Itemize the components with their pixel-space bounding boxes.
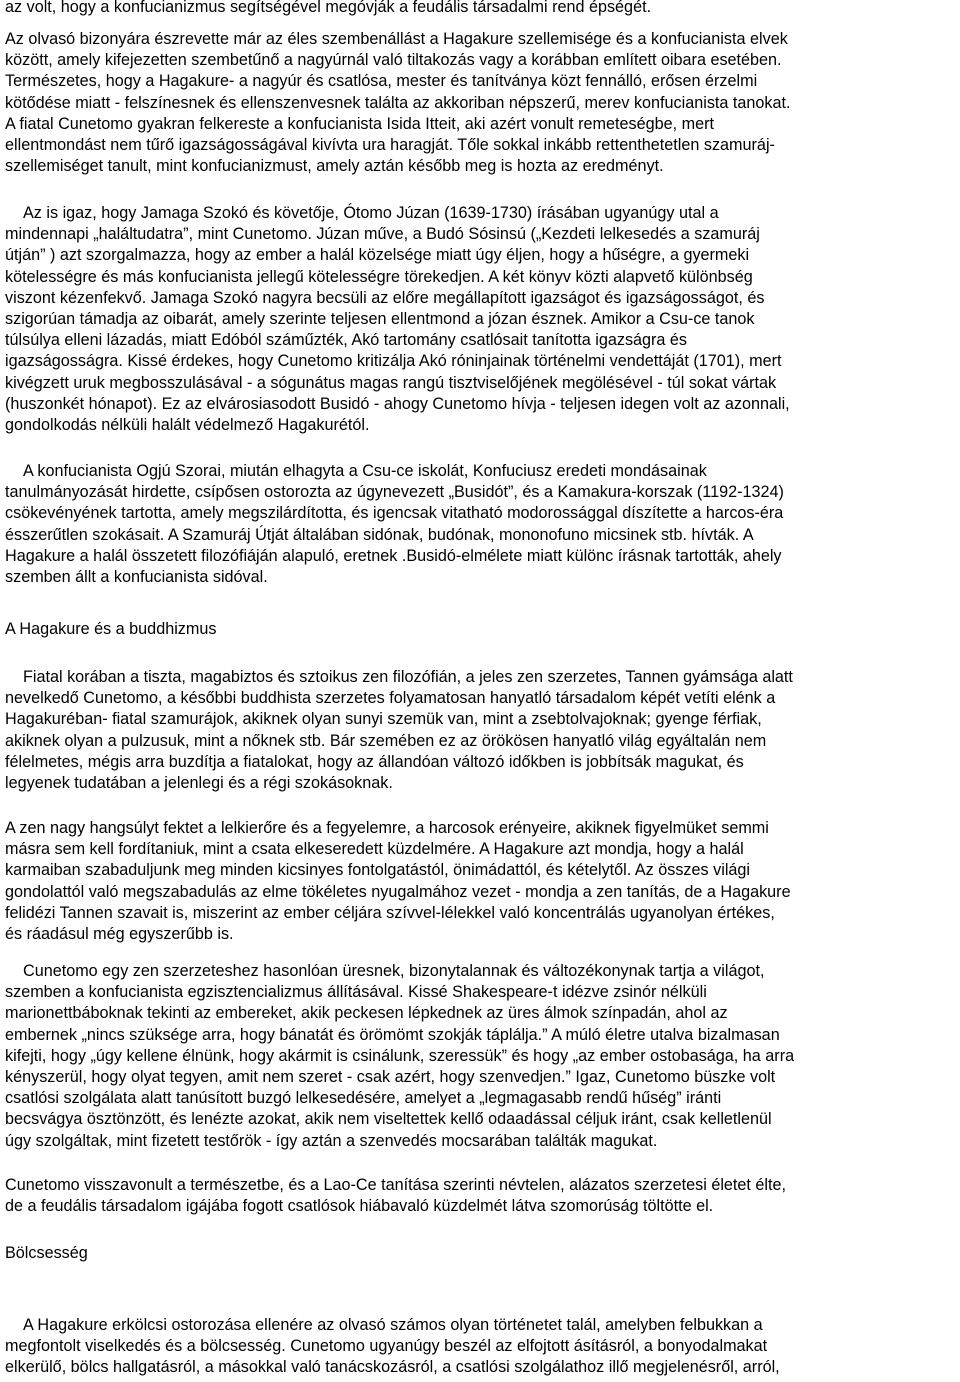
text-line: felidézi Tannen szavait is, miszerint az ember céljára szívvel-lélekkel való koncentrálás ugyanolyan értékes,: [5, 903, 775, 922]
text-line: szemben állt a konfucianista sidóval.: [5, 567, 268, 586]
text-line: túlsúlya elleni lázadás, miatt Edóból száműzték, Akó tartomány csatlósait tanította igazságra és: [5, 331, 688, 350]
paragraph-empty-world: [5, 961, 955, 1152]
paragraph-retreat: [5, 1175, 955, 1217]
text-line: elkerülő, bölcs hallgatásról, a másokkal való tanácskozásról, a csatlósi szolgálathoz illő megjelenésről, arról,: [5, 1358, 780, 1377]
text-line: kifejti, hogy „úgy kellene élnünk, hogy akármit is csinálunk, szeressük” és hogy „az ember ostobasága, ha arra: [5, 1046, 795, 1065]
text-line: szemben a konfucianista egzisztencializmus állításával. Kissé Shakespeare-t idézve zsinór nélküli: [5, 983, 707, 1002]
text-line: A Hagakure erkölcsi ostorozása ellenére az olvasó számos olyan történetet talál, amelyben felbukkan a: [23, 1316, 763, 1334]
text-line: de a feudális társadalom igájába fogott csatlósok hiábavaló küzdelmét látva szomorúság töltötte el.: [5, 1197, 714, 1216]
text-line: A fiatal Cunetomo gyakran felkereste a konfucianista Isida Itteit, aki azért vonult remeteségbe, mert: [5, 114, 715, 133]
text-line: úgy szolgáltak, mint fizetett testőrök - így aztán a szenvedés mocsarában találták magukat.: [5, 1131, 658, 1150]
text-line: becsvágya ösztönzött, és lenézte azokat, akik nem viseltettek kellő odaadással céljuk iránt, csak kelletlenül: [5, 1110, 772, 1129]
text-line: akiknek olyan a pulzusuk, mint a nőknek stb. Bár szemében ez az örökösen hanyatló világ egyáltalán nem: [5, 731, 767, 750]
text-line: Természetes, hogy a Hagakure- a nagyúr és csatlósa, mester és tanítványa közt fennálló, erősen érzelmi: [5, 72, 758, 91]
text-line: viszont kézenfekvő. Jamaga Szokó nagyra becsüli az előre megállapított igazságot és igazságosságot, és: [5, 288, 765, 307]
section-heading-buddhism: A Hagakure és a buddhizmus: [5, 620, 217, 638]
text-line: A zen nagy hangsúlyt fektet a lelkierőre és a fegyelemre, a harcosok erényeire, akiknek figyelmüket semmi: [5, 819, 769, 837]
text-line: az volt, hogy a konfucianizmus segítségével megóvják a feudális társadalmi rend épségét.: [5, 0, 652, 16]
text-line: karmaiban szabaduljunk meg minden kicsinyes fontolgatástól, önimádattól, és kételytől. Az összes világi: [5, 861, 751, 880]
paragraph-confucianism: [5, 29, 955, 177]
text-line: ellentmondást nem tűrő igazságosságával kivívta ura haragját. Tőle sokkal inkább rettenthetetlen szamuráj-: [5, 135, 775, 154]
text-line: legyenek tudatában a jelenlegi és a régi szokásoknak.: [5, 773, 393, 792]
text-line: A konfucianista Ogjú Szorai, miután elhagyta a Csu-ce iskolát, Konfuciusz eredeti mondásainak: [23, 462, 707, 480]
text-line: kényszerül, hogy olyat tegyen, amit nem szeret - csak azért, hogy szenvedjen.” Igaz, Cunetomo büszke volt: [5, 1067, 776, 1086]
text-line: (huszonkét hónapot). Ez az elvárosiasodott Busidó - ahogy Cunetomo hívja - teljesen idegen volt az azonnali,: [5, 394, 790, 413]
text-line: között, amely kifejezetten szembetűnő a nagyúrnál való tiltakozás vagy a korábban említett oibara esetében.: [5, 51, 782, 70]
text-line: kivégzett uruk megbosszulásával - a sógunátus magas rangú tisztviselőjének megölésével - túl sokat vártak: [5, 373, 777, 392]
text-line: kötelességre és más konfucianista jellegű kötelességre törekedjen. A két könyv közti alapvető különbség: [5, 267, 753, 286]
text-line: Cunetomo visszavonult a természetbe, és a Lao-Ce tanítása szerinti névtelen, alázatos szerzetesi életet élte,: [5, 1176, 787, 1194]
text-line: Az olvasó bizonyára észrevette már az éles szembenállást a Hagakure szellemisége és a konfucianista elvek: [5, 30, 788, 48]
paragraph-wisdom: [5, 1315, 955, 1379]
text-line: félelmetes, mégis arra buzdítja a fiatalokat, hogy az állandóan változó időkben is jobbítsák magukat, és: [5, 752, 744, 771]
text-line: gondolkodás nélküli halált védelmező Hagakurétól.: [5, 415, 370, 434]
text-line: ésszerűtlen szokásait. A Szamuráj Útját általában sidónak, budónak, mononofuno micsinek stb. hívták. A: [5, 525, 754, 544]
text-line: Az is igaz, hogy Jamaga Szokó és követője, Ótomo Júzan (1639-1730) írásában ugyanúgy utal a: [23, 204, 719, 222]
paragraph-ogju-szorai: [5, 461, 955, 588]
text-line: marionettbáboknak tekinti az embereket, akik peckesen lépkednek az üres álmok színpadán, ahol az: [5, 1004, 728, 1023]
paragraph-jamaga-szoko: [5, 203, 955, 436]
text-line: mindennapi „haláltudatra”, mint Cunetomo. Júzan műve, a Budó Sósinsú („Kezdeti lelkesedés a szamuráj: [5, 225, 760, 244]
text-line: Hagakuréban- fiatal szamurájok, akiknek olyan sunyi szemük van, mint a zsebtolvajoknak; gyenge férfiak,: [5, 710, 762, 729]
text-line: és ráadásul még egyszerűbb is.: [5, 924, 234, 943]
text-line: kötődése miatt - felszínesnek és ellenszenvesnek találta az akkoriban népszerű, merev konfucianista tanokat.: [5, 93, 791, 112]
text-line: Fiatal korában a tiszta, magabiztos és sztoikus zen filozófián, a jeles zen szerzetes, Tannen gyámsága alatt: [23, 668, 793, 686]
text-line: csatlósi szolgálata alatt tanúsított buzgó lelkesedésére, amelyet a „legmagasabb rendű hűség” iránti: [5, 1089, 722, 1108]
text-line: igazságosságra. Kissé érdekes, hogy Cunetomo kritizálja Akó róninjainak történelmi vendettáját (1701), mert: [5, 352, 782, 371]
text-line: megfontolt viselkedés és a bölcsesség. Cunetomo ugyanúgy beszél az elfojtott ásításról, a bonyodalmakat: [5, 1337, 768, 1356]
text-line: Cunetomo egy zen szerzeteshez hasonlóan üresnek, bizonytalannak és változékonynak tartja a világot,: [23, 962, 765, 980]
text-line: gondolattól való megszabadulás az elme tökéletes nyugalmához vezet - mondja a zen tanítás, de a Hagakure: [5, 882, 791, 901]
text-line: Hagakure a halál összetett filozófiáján alapuló, eretnek .Busidó-elmélete miatt különc írásnak tartották, ahely: [5, 546, 782, 565]
text-line: nevelkedő Cunetomo, a későbbi buddhista szerzetes folyamatosan hanyatló társadalom képét vetíti elénk a: [5, 689, 776, 708]
text-line: csökevényének tartotta, amely megszilárdította, és igencsak vitatható modorossággal díszítette a harcos-éra: [5, 504, 784, 523]
text-line: embernek „nincs szüksége arra, hogy bánatát és örömömt szokják táplálja.” A múló életre utalva bizalmasan: [5, 1025, 780, 1044]
text-line: másra sem kell fordítaniuk, mint a csata elkeseredett küzdelmére. A Hagakure azt mondja, hogy a halál: [5, 840, 744, 859]
section-heading-wisdom: Bölcsesség: [5, 1244, 88, 1262]
paragraph-intro-line: [5, 0, 955, 18]
text-line: tanulmányozását hirdette, csípősen ostorozta az úgynevezett „Busidót”, és a Kamakura-korszak (1192-1324): [5, 483, 784, 502]
paragraph-zen-youth: [5, 667, 955, 794]
text-line: szellemiséget tanult, mint konfucianizmust, amely aztán később meg is hozta az eredményt.: [5, 157, 664, 176]
text-line: szigorúan támadja az oibarát, amely szerinte teljesen ellentmond a józan észnek. Amikor a Csu-ce tanok: [5, 309, 755, 328]
text-line: útján” ) azt szorgalmazza, hogy az ember a halál közelsége miatt úgy éljen, hogy a hűségre, a gyermeki: [5, 246, 750, 265]
paragraph-zen-discipline: [5, 818, 955, 945]
